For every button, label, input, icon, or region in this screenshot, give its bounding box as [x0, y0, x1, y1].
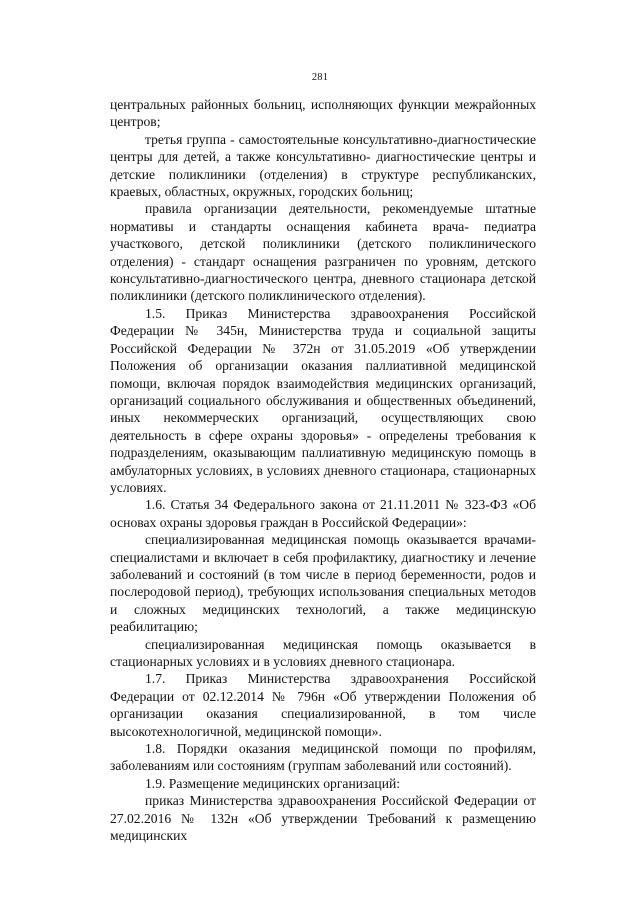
paragraph: центральных районных больниц, исполняющих функции межрайонных центров;: [110, 97, 536, 130]
paragraph: 1.8. Порядки оказания медицинской помощи по профилям, заболеваниям или состояниям (группам заболеваний или состояний).: [110, 741, 536, 774]
document-body: [110, 96, 536, 844]
paragraph: третья группа - самостоятельные консультативно-диагностические центры для детей, а также консультативно- диагностические центры и детские поликлиники (отделения) в структуре республиканских, краевых, областных, окружных, городских больниц;: [110, 131, 536, 200]
paragraph: специализированная медицинская помощь оказывается в стационарных условиях и в условиях дневного стационара.: [110, 636, 536, 669]
paragraph: 1.5. Приказ Министерства здравоохранения Российской Федерации № 345н, Министерства труда и социальной защиты Российской Федерации № 372н от 31.05.2019 «Об утверждении Положения об организации оказания паллиативной медицинской помощи, включая порядок взаимодействия медицинских организаций, организаций социального обслуживания и общественных объединений, иных некоммерческих организаций, осуществляющих свою деятельность в сфере охраны здоровья» - определены требования к подразделениям, оказывающим паллиативную медицинскую помощь в амбулаторных условиях, в условиях дневного стационара, стационарных условиях.: [110, 305, 536, 495]
paragraph: правила организации деятельности, рекомендуемые штатные нормативы и стандарты оснащения кабинета врача- педиатра участкового, детской поликлиники (детского поликлинического отделения) - стандарт оснащения разграничен по уровням, детского консультативно-диагностического центра, дневного стационара детской поликлиники (детского поликлинического отделения).: [110, 201, 536, 304]
paragraph: 1.6. Статья 34 Федерального закона от 21.11.2011 № 323-ФЗ «Об основах охраны здоровья граждан в Российской Федерации»:: [110, 497, 536, 530]
paragraph: специализированная медицинская помощь оказывается врачами-специалистами и включает в себя профилактику, диагностику и лечение заболеваний и состояний (в том числе в период беременности, родов и послеродовой период), требующих использования специальных методов и сложных медицинских технологий, а также медицинскую реабилитацию;: [110, 532, 536, 635]
paragraph: 1.7. Приказ Министерства здравоохранения Российской Федерации от 02.12.2014 № 796н «Об утверждении Положения об организации оказания специализированной, в том числе высокотехнологичной, медицинской помощи».: [110, 671, 536, 739]
page-number: 281: [311, 72, 329, 83]
paragraph: 1.9. Размещение медицинских организаций:: [145, 775, 401, 791]
paragraph: приказ Министерства здравоохранения Российской Федерации от 27.02.2016 № 132н «Об утверждении Требований к размещению медицинских: [110, 793, 536, 844]
